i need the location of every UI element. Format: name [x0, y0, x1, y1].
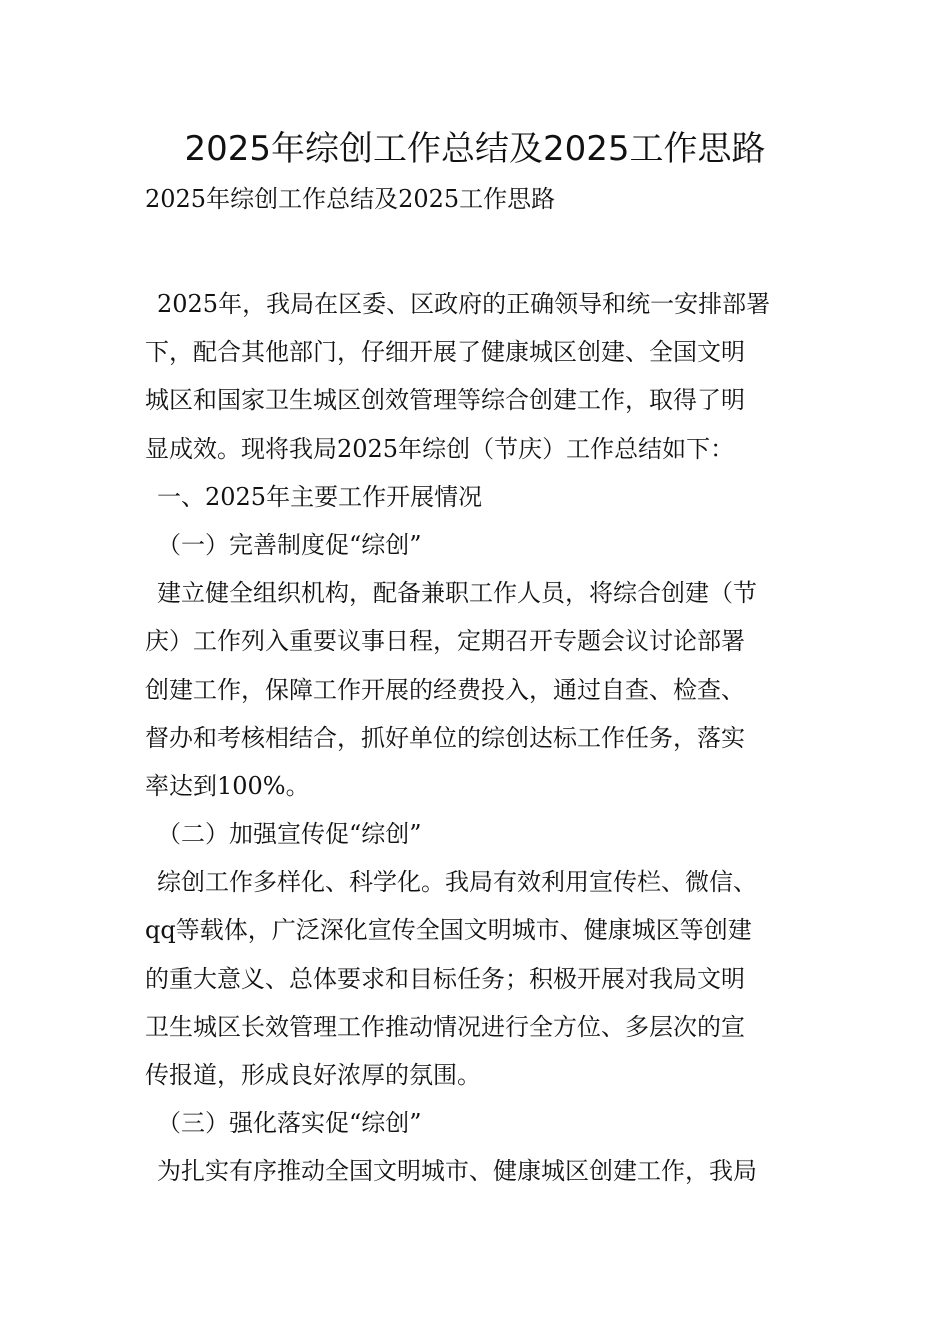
body-line: 为扎实有序推动全国文明城市、健康城区创建工作，我局: [157, 1157, 757, 1186]
body-line: qq等载体，广泛深化宣传全国文明城市、健康城区等创建: [145, 916, 752, 945]
body-line: 传报道，形成良好浓厚的氛围。: [145, 1061, 481, 1089]
body-line: 下，配合其他部门，仔细开展了健康城区创建、全国文明: [145, 338, 745, 367]
body-line: 的重大意义、总体要求和目标任务；积极开展对我局文明: [145, 964, 745, 993]
body-line: 显成效。现将我局2025年综创（节庆）工作总结如下：: [145, 434, 735, 463]
document-body: [145, 280, 815, 1196]
body-line: 建立健全组织机构，配备兼职工作人员，将综合创建（节: [157, 579, 757, 608]
body-line: 卫生城区长效管理工作推动情况进行全方位、多层次的宣: [145, 1012, 745, 1041]
body-line: 城区和国家卫生城区创效管理等综合创建工作，取得了明: [145, 386, 745, 415]
subsection-heading: （一）完善制度促“综创”: [157, 530, 422, 559]
document-subtitle: 2025年综创工作总结及2025工作思路: [145, 185, 556, 213]
body-line: 2025年，我局在区委、区政府的正确领导和统一安排部署: [157, 290, 771, 318]
subsection-heading: （三）强化落实促“综创”: [157, 1109, 422, 1138]
subsection-heading: （二）加强宣传促“综创”: [157, 820, 422, 849]
body-line: 综创工作多样化、科学化。我局有效利用宣传栏、微信、: [157, 868, 757, 897]
document-title: 2025年综创工作总结及2025工作思路: [184, 129, 766, 169]
body-line: 庆）工作列入重要议事日程，定期召开专题会议讨论部署: [145, 627, 745, 656]
body-line: 率达到100%。: [145, 771, 310, 800]
body-line: 创建工作，保障工作开展的经费投入，通过自查、检查、: [145, 675, 745, 704]
section-heading: 一、2025年主要工作开展情况: [157, 482, 483, 511]
body-line: 督办和考核相结合，抓好单位的综创达标工作任务，落实: [145, 723, 745, 752]
